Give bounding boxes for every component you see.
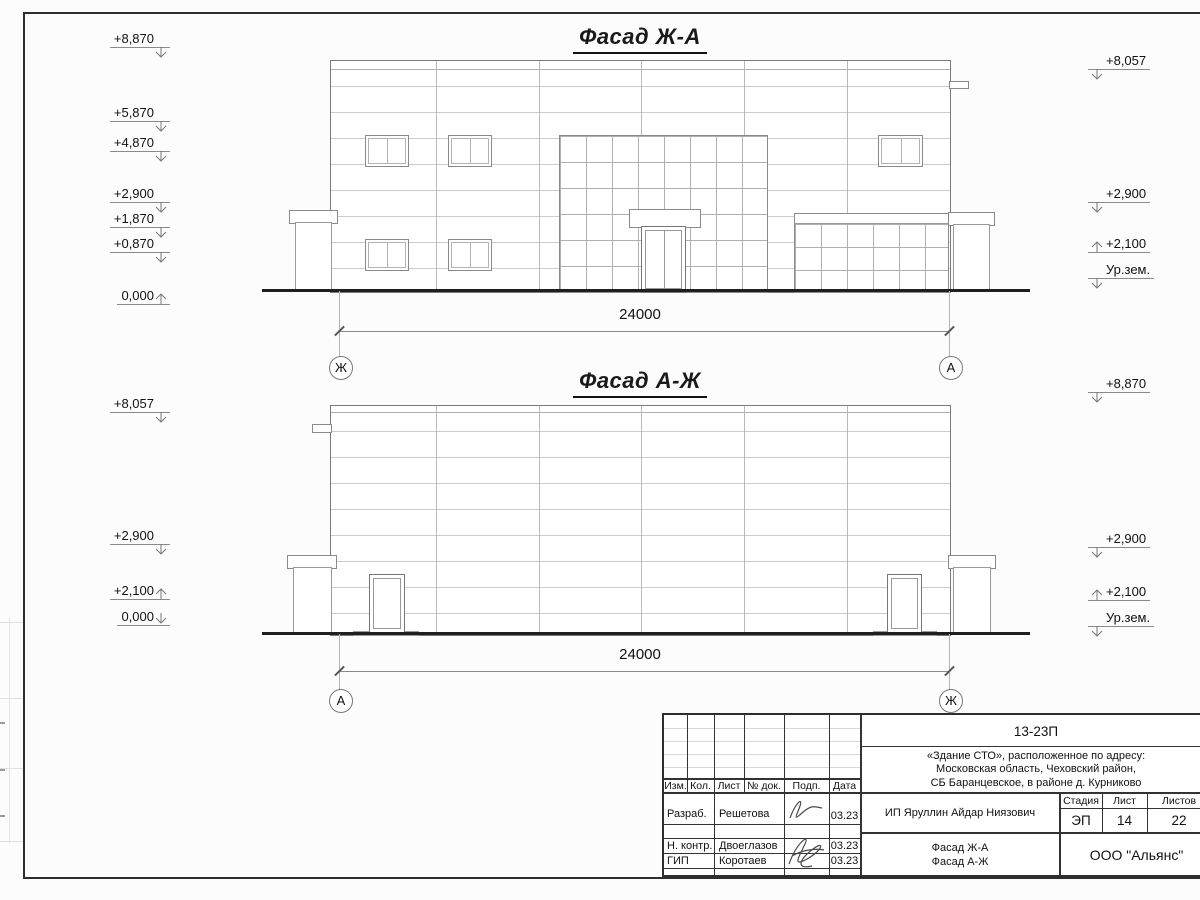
extension-line	[949, 634, 950, 690]
elevation-arrow-down-icon	[155, 252, 167, 264]
roof-outlet	[312, 424, 332, 433]
signer-name: Коротаев	[719, 854, 767, 867]
extension-line	[949, 291, 950, 357]
pilaster	[295, 222, 332, 291]
elevation-arrow-down-icon	[155, 613, 167, 625]
signer-date: 03.23	[830, 809, 859, 822]
margin-artifact	[0, 841, 23, 842]
signer-name: Двоеглазов	[719, 839, 778, 852]
elevation-mark	[1088, 584, 1150, 601]
signer-role: Н. контр.	[667, 839, 713, 852]
elevation-value: +2,900	[110, 186, 170, 203]
elevation-arrow-down-icon	[155, 121, 167, 133]
stage-value: ЭП	[1071, 812, 1091, 828]
panel-joint	[641, 406, 642, 635]
pilaster	[293, 567, 332, 635]
elevation-arrow-down-icon	[155, 544, 167, 556]
sheet-title	[862, 835, 1058, 874]
elevation-arrow-down-icon	[1091, 547, 1103, 559]
dimension-line	[340, 331, 950, 332]
elevation-arrow-up-icon	[155, 292, 167, 304]
address-line: СБ Баранцевское, в районе д. Курниково	[930, 776, 1142, 789]
elevation-arrow-down-icon	[155, 151, 167, 163]
extension-line	[339, 634, 340, 690]
window	[365, 239, 409, 271]
elevation-mark	[1088, 610, 1154, 627]
address-line: «Здание СТО», расположенное по адресу:	[926, 749, 1146, 762]
elevation-arrow-down-icon	[1091, 202, 1103, 214]
frame-bottom	[23, 877, 1200, 879]
ground-line	[262, 289, 1030, 292]
elevation-mark	[110, 211, 170, 228]
facade1-title	[460, 24, 820, 54]
elevation-value: +8,870	[110, 31, 170, 48]
elevation-value: Ур.зем.	[1088, 610, 1154, 627]
elevation-mark	[110, 396, 170, 413]
panel-joint	[744, 406, 745, 635]
elevation-value: +8,057	[110, 396, 170, 413]
axis-bubble: А	[329, 689, 353, 713]
panel-joint	[436, 61, 437, 292]
dimension-value: 24000	[619, 306, 661, 323]
stage-label: Стадия	[1063, 794, 1099, 807]
elevation-value: +1,870	[110, 211, 170, 228]
elevation-mark	[1088, 376, 1150, 393]
col-podp: Подп.	[792, 779, 821, 792]
elevation-value: +2,100	[1088, 236, 1150, 253]
signature	[785, 795, 828, 824]
margin-artifact	[9, 618, 10, 843]
pilaster	[953, 567, 991, 635]
elevation-value: Ур.зем.	[1088, 262, 1154, 279]
entrance-door	[641, 226, 686, 293]
axis-bubble: Ж	[939, 689, 963, 713]
sheet-title-line: Фасад Ж-А	[931, 841, 989, 854]
elevation-mark	[117, 288, 170, 305]
elevation-value: +5,870	[110, 105, 170, 122]
window	[365, 135, 409, 167]
axis-bubble: А	[939, 356, 963, 380]
elevation-arrow-up-icon	[155, 587, 167, 599]
elevation-arrow-up-icon	[1091, 240, 1103, 252]
margin-artifact	[0, 815, 5, 817]
ground-line	[262, 632, 1030, 635]
signature	[782, 828, 829, 874]
col-doc: № док.	[747, 779, 781, 792]
sheets-total: 22	[1171, 812, 1187, 828]
storefront-glazing	[794, 213, 949, 293]
window	[448, 239, 492, 271]
elevation-mark	[110, 528, 170, 545]
col-izm: Изм.	[664, 779, 687, 792]
elevation-mark	[110, 236, 170, 253]
elevation-mark	[110, 31, 170, 48]
window	[878, 135, 923, 167]
panel-joint	[539, 406, 540, 635]
elevation-mark	[110, 186, 170, 203]
col-kol: Кол.	[690, 779, 711, 792]
elevation-value: +8,057	[1088, 53, 1150, 70]
elevation-arrow-down-icon	[1091, 626, 1103, 638]
elevation-value: +2,100	[110, 583, 170, 600]
signer-role: ГИП	[667, 854, 689, 867]
elevation-value: 0,000	[117, 288, 170, 305]
extension-line	[339, 291, 340, 357]
elevation-mark	[117, 609, 170, 626]
signer-name: Решетова	[719, 808, 770, 820]
sheet-label: Лист	[1113, 794, 1136, 807]
elevation-mark	[1088, 53, 1150, 70]
project-address	[860, 749, 1200, 791]
dimension-line	[340, 671, 950, 672]
elevation-mark	[1088, 262, 1154, 279]
rear-door	[887, 574, 922, 633]
margin-artifact	[0, 622, 23, 623]
roof-outlet	[949, 81, 969, 89]
panel-joint	[847, 406, 848, 635]
elevation-value: +2,100	[1088, 584, 1150, 601]
elevation-arrow-down-icon	[1091, 278, 1103, 290]
margin-artifact	[0, 769, 5, 771]
sheet-title-line: Фасад А-Ж	[931, 855, 989, 868]
doc-number: 13-23П	[1013, 723, 1059, 739]
frame-top	[23, 12, 1200, 14]
axis-bubble: Ж	[329, 356, 353, 380]
elevation-arrow-down-icon	[1091, 69, 1103, 81]
dimension-value: 24000	[619, 646, 661, 663]
facade2-title	[460, 368, 820, 398]
elevation-mark	[110, 583, 170, 600]
client-name: ИП Яруллин Айдар Ниязович	[884, 806, 1036, 819]
signer-date: 03.23	[830, 839, 859, 852]
sheets-label: Листов	[1161, 794, 1197, 807]
signer-role: Разраб.	[667, 808, 707, 820]
window	[448, 135, 492, 167]
elevation-arrow-up-icon	[1091, 588, 1103, 600]
elevation-arrow-down-icon	[155, 412, 167, 424]
storefront-grid	[795, 224, 948, 292]
sheet-number: 14	[1116, 812, 1133, 828]
pilaster	[953, 224, 990, 291]
margin-artifact	[0, 722, 5, 724]
elevation-value: +0,870	[110, 236, 170, 253]
frame-left	[23, 12, 25, 879]
panel-joint	[436, 406, 437, 635]
elevation-value: +2,900	[1088, 531, 1150, 548]
elevation-arrow-down-icon	[155, 47, 167, 59]
col-list: Лист	[717, 779, 741, 792]
elevation-mark	[1088, 531, 1150, 548]
elevation-value: 0,000	[117, 609, 170, 626]
col-data: Дата	[832, 779, 857, 792]
title-block	[662, 713, 1200, 877]
elevation-mark	[1088, 186, 1150, 203]
elevation-mark	[110, 105, 170, 122]
elevation-value: +8,870	[1088, 376, 1150, 393]
facade1-building	[330, 60, 951, 293]
company-name: ООО "Альянс"	[1089, 846, 1184, 863]
margin-artifact	[0, 698, 23, 699]
elevation-mark	[1088, 236, 1150, 253]
elevation-arrow-down-icon	[1091, 392, 1103, 404]
rear-door	[369, 574, 405, 633]
signer-date: 03.23	[830, 854, 859, 867]
elevation-value: +2,900	[1088, 186, 1150, 203]
elevation-value: +2,900	[110, 528, 170, 545]
facade2-building	[330, 405, 951, 636]
elevation-mark	[110, 135, 170, 152]
address-line: Московская область, Чеховский район,	[936, 763, 1136, 776]
facade2-title-text: Фасад А-Ж	[573, 368, 707, 398]
facade1-title-text: Фасад Ж-А	[573, 24, 707, 54]
elevation-value: +4,870	[110, 135, 170, 152]
panel-joint	[539, 61, 540, 292]
